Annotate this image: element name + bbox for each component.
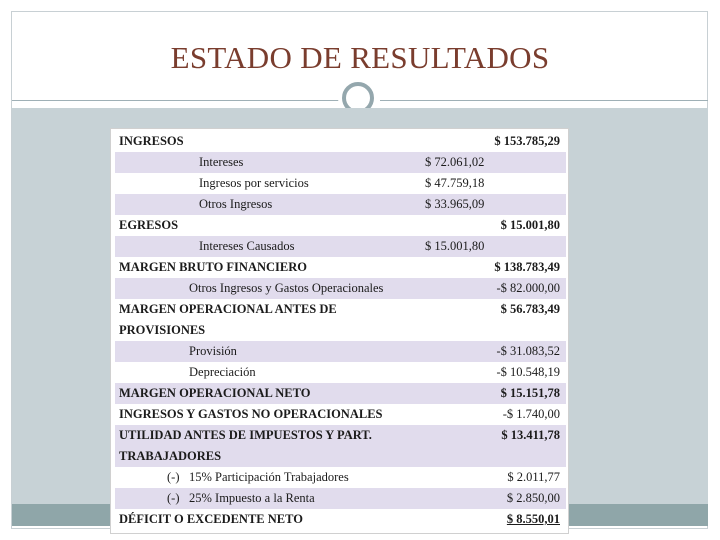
row-label: Provisión xyxy=(189,344,237,358)
row-total: -$ 31.083,52 xyxy=(496,344,560,358)
row-total: $ 56.783,49 xyxy=(500,302,560,316)
row-sign: (-) xyxy=(167,470,180,484)
row-ingresos xyxy=(115,131,566,152)
row-label: MARGEN BRUTO FINANCIERO xyxy=(119,260,307,274)
row-label-line2: PROVISIONES xyxy=(119,323,206,337)
row-margen-bruto xyxy=(115,257,566,278)
row-depreciacion xyxy=(115,362,566,383)
row-label-line1: UTILIDAD ANTES DE IMPUESTOS Y PART. xyxy=(119,428,372,442)
row-total: $ 15.151,78 xyxy=(500,386,560,400)
row-total: $ 2.850,00 xyxy=(506,491,560,505)
row-total: -$ 82.000,00 xyxy=(496,281,560,295)
row-total: $ 15.001,80 xyxy=(500,218,560,232)
row-utilidad-antes xyxy=(115,425,566,467)
row-total: $ 2.011,77 xyxy=(507,470,560,484)
row-deficit xyxy=(115,509,566,530)
row-total: -$ 10.548,19 xyxy=(496,365,560,379)
row-label: INGRESOS xyxy=(119,134,184,148)
row-amount: $ 33.965,09 xyxy=(425,197,485,211)
row-label: EGRESOS xyxy=(119,218,179,232)
row-otros-ingresos-gastos xyxy=(115,278,566,299)
row-margen-operacional-antes xyxy=(115,299,566,341)
row-label: Intereses xyxy=(199,155,244,169)
income-statement-table xyxy=(111,129,568,533)
row-amount: $ 15.001,80 xyxy=(425,239,485,253)
row-label: INGRESOS Y GASTOS NO OPERACIONALES xyxy=(119,407,383,421)
row-label: Otros Ingresos xyxy=(199,197,273,211)
title-divider-left xyxy=(12,100,342,101)
row-impuesto xyxy=(115,488,566,509)
row-sign: (-) xyxy=(167,491,180,505)
row-otros-ingresos xyxy=(115,194,566,215)
row-total: -$ 1.740,00 xyxy=(502,407,560,421)
row-label: Ingresos por servicios xyxy=(199,176,309,190)
row-intereses xyxy=(115,152,566,173)
row-label: 15% Participación Trabajadores xyxy=(189,470,349,484)
row-intereses-causados xyxy=(115,236,566,257)
row-total: $ 8.550,01 xyxy=(506,512,560,526)
row-label: 25% Impuesto a la Renta xyxy=(189,491,315,505)
row-label: MARGEN OPERACIONAL NETO xyxy=(119,386,311,400)
title-divider-right xyxy=(380,100,708,101)
row-label: Otros Ingresos y Gastos Operacionales xyxy=(189,281,384,295)
row-label-line1: MARGEN OPERACIONAL ANTES DE xyxy=(119,302,337,316)
row-total: $ 153.785,29 xyxy=(494,134,560,148)
row-total: $ 138.783,49 xyxy=(494,260,560,274)
row-amount: $ 72.061,02 xyxy=(425,155,485,169)
row-label: Depreciación xyxy=(189,365,256,379)
row-no-operacionales xyxy=(115,404,566,425)
row-total: $ 13.411,78 xyxy=(501,428,560,442)
slide-title: ESTADO DE RESULTADOS xyxy=(170,40,550,75)
row-egresos xyxy=(115,215,566,236)
row-amount: $ 47.759,18 xyxy=(425,176,485,190)
row-participacion xyxy=(115,467,566,488)
row-label: DÉFICIT O EXCEDENTE NETO xyxy=(119,512,303,526)
row-provision xyxy=(115,341,566,362)
row-margen-operacional-neto xyxy=(115,383,566,404)
row-label-line2: TRABAJADORES xyxy=(119,449,222,463)
row-ingresos-servicios xyxy=(115,173,566,194)
row-label: Intereses Causados xyxy=(199,239,295,253)
